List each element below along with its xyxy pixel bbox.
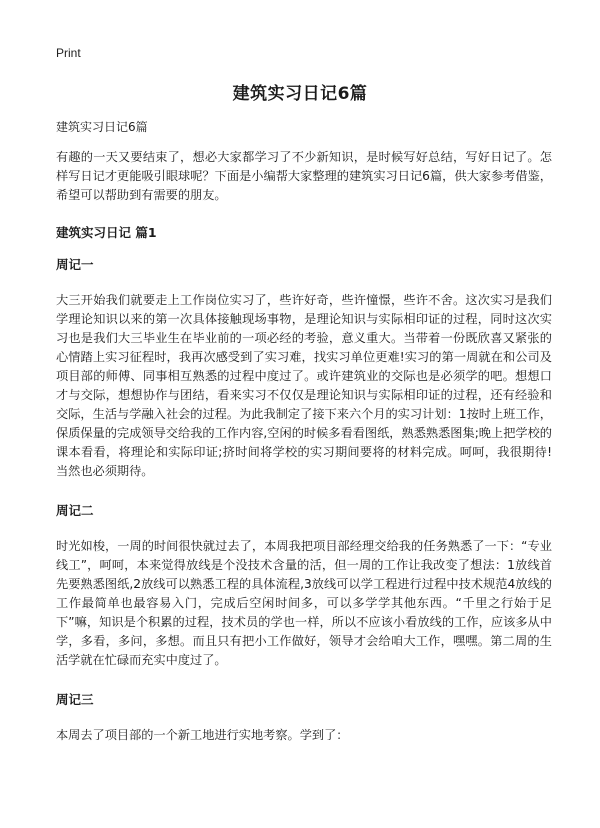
week-heading: 周记三 xyxy=(56,692,94,707)
week-paragraph: 时光如梭，一周的时间很快就过去了，本周我把项目部经理交给我的任务熟悉了一下：“专业线工”，呵呵，本来觉得放线是个没技术含量的活，但一周的工作让我改变了想法：1放线首先要熟悉图纸,2放线可以熟悉工程的具体流程,3放线可以学工程进行过程中技术规范4放线的工作最简单也最容易入门，完成后空闲时间多，可以多学学其他东西。“千里之行始于足下”嘛，知识是个积累的过程，技术员的学也一样，所以不应该小看放线的工作，应该多从中学，多看，多问，多想。而且只有把小工作做好，领导才会给咱大工作，嘿嘿。第二周的生活学就在忙碌而充实中度过了。 xyxy=(56,539,552,667)
intro-paragraph: 有趣的一天又要结束了，想必大家都学习了不少新知识，是时候写好总结，写好日记了。怎样写日记才更能吸引眼球呢？下面是小编帮大家整理的建筑实习日记6篇，供大家参考借鉴，希望可以帮助到有需要的朋友。 xyxy=(56,150,552,202)
week-heading: 周记二 xyxy=(56,503,94,518)
print-link[interactable]: Print xyxy=(56,46,81,60)
week-paragraph: 大三开始我们就要走上工作岗位实习了，些许好奇，些许憧憬，些许不舍。这次实习是我们学理论知识以来的第一次具体接触现场事物，是理论知识与实际相印证的过程，同时这次实习也是我们大三毕业生在毕业前的一项必经的考验，意义重大。当带着一份既欣喜又紧张的心情踏上实习征程时，我再次感受到了实习难，找实习单位更难!实习的第一周就在和公司及项目部的师傅、同事相互熟悉的过程中度过了。或许建筑业的交际也是必须学的吧。想想口才与交际，想想协作与团结，看来实习不仅仅是理论知识与实际相印证的过程，还有经验和交际，生活与学融入社会的过程。为此我制定了接下来六个月的实习计划：1按时上班工作，保质保量的完成领导交给我的工作内容,空闲的时候多看看图纸，熟悉熟悉图集;晚上把学校的课本看看，将理论和实际印证;挤时间将学校的实习期间要将的材料完成。呵呵，我很期待!当然也必须期待。 xyxy=(56,293,552,478)
week-heading: 周记一 xyxy=(56,257,94,272)
week-paragraph: 本周去了项目部的一个新工地进行实地考察。学到了： xyxy=(56,728,349,742)
spacer xyxy=(56,670,552,692)
document-body xyxy=(56,119,552,745)
document-subtitle: 建筑实习日记6篇 xyxy=(56,120,148,134)
document-title: 建筑实习日记6篇 xyxy=(232,84,368,104)
spacer xyxy=(56,481,552,503)
section-heading: 建筑实习日记 篇1 xyxy=(56,225,157,240)
